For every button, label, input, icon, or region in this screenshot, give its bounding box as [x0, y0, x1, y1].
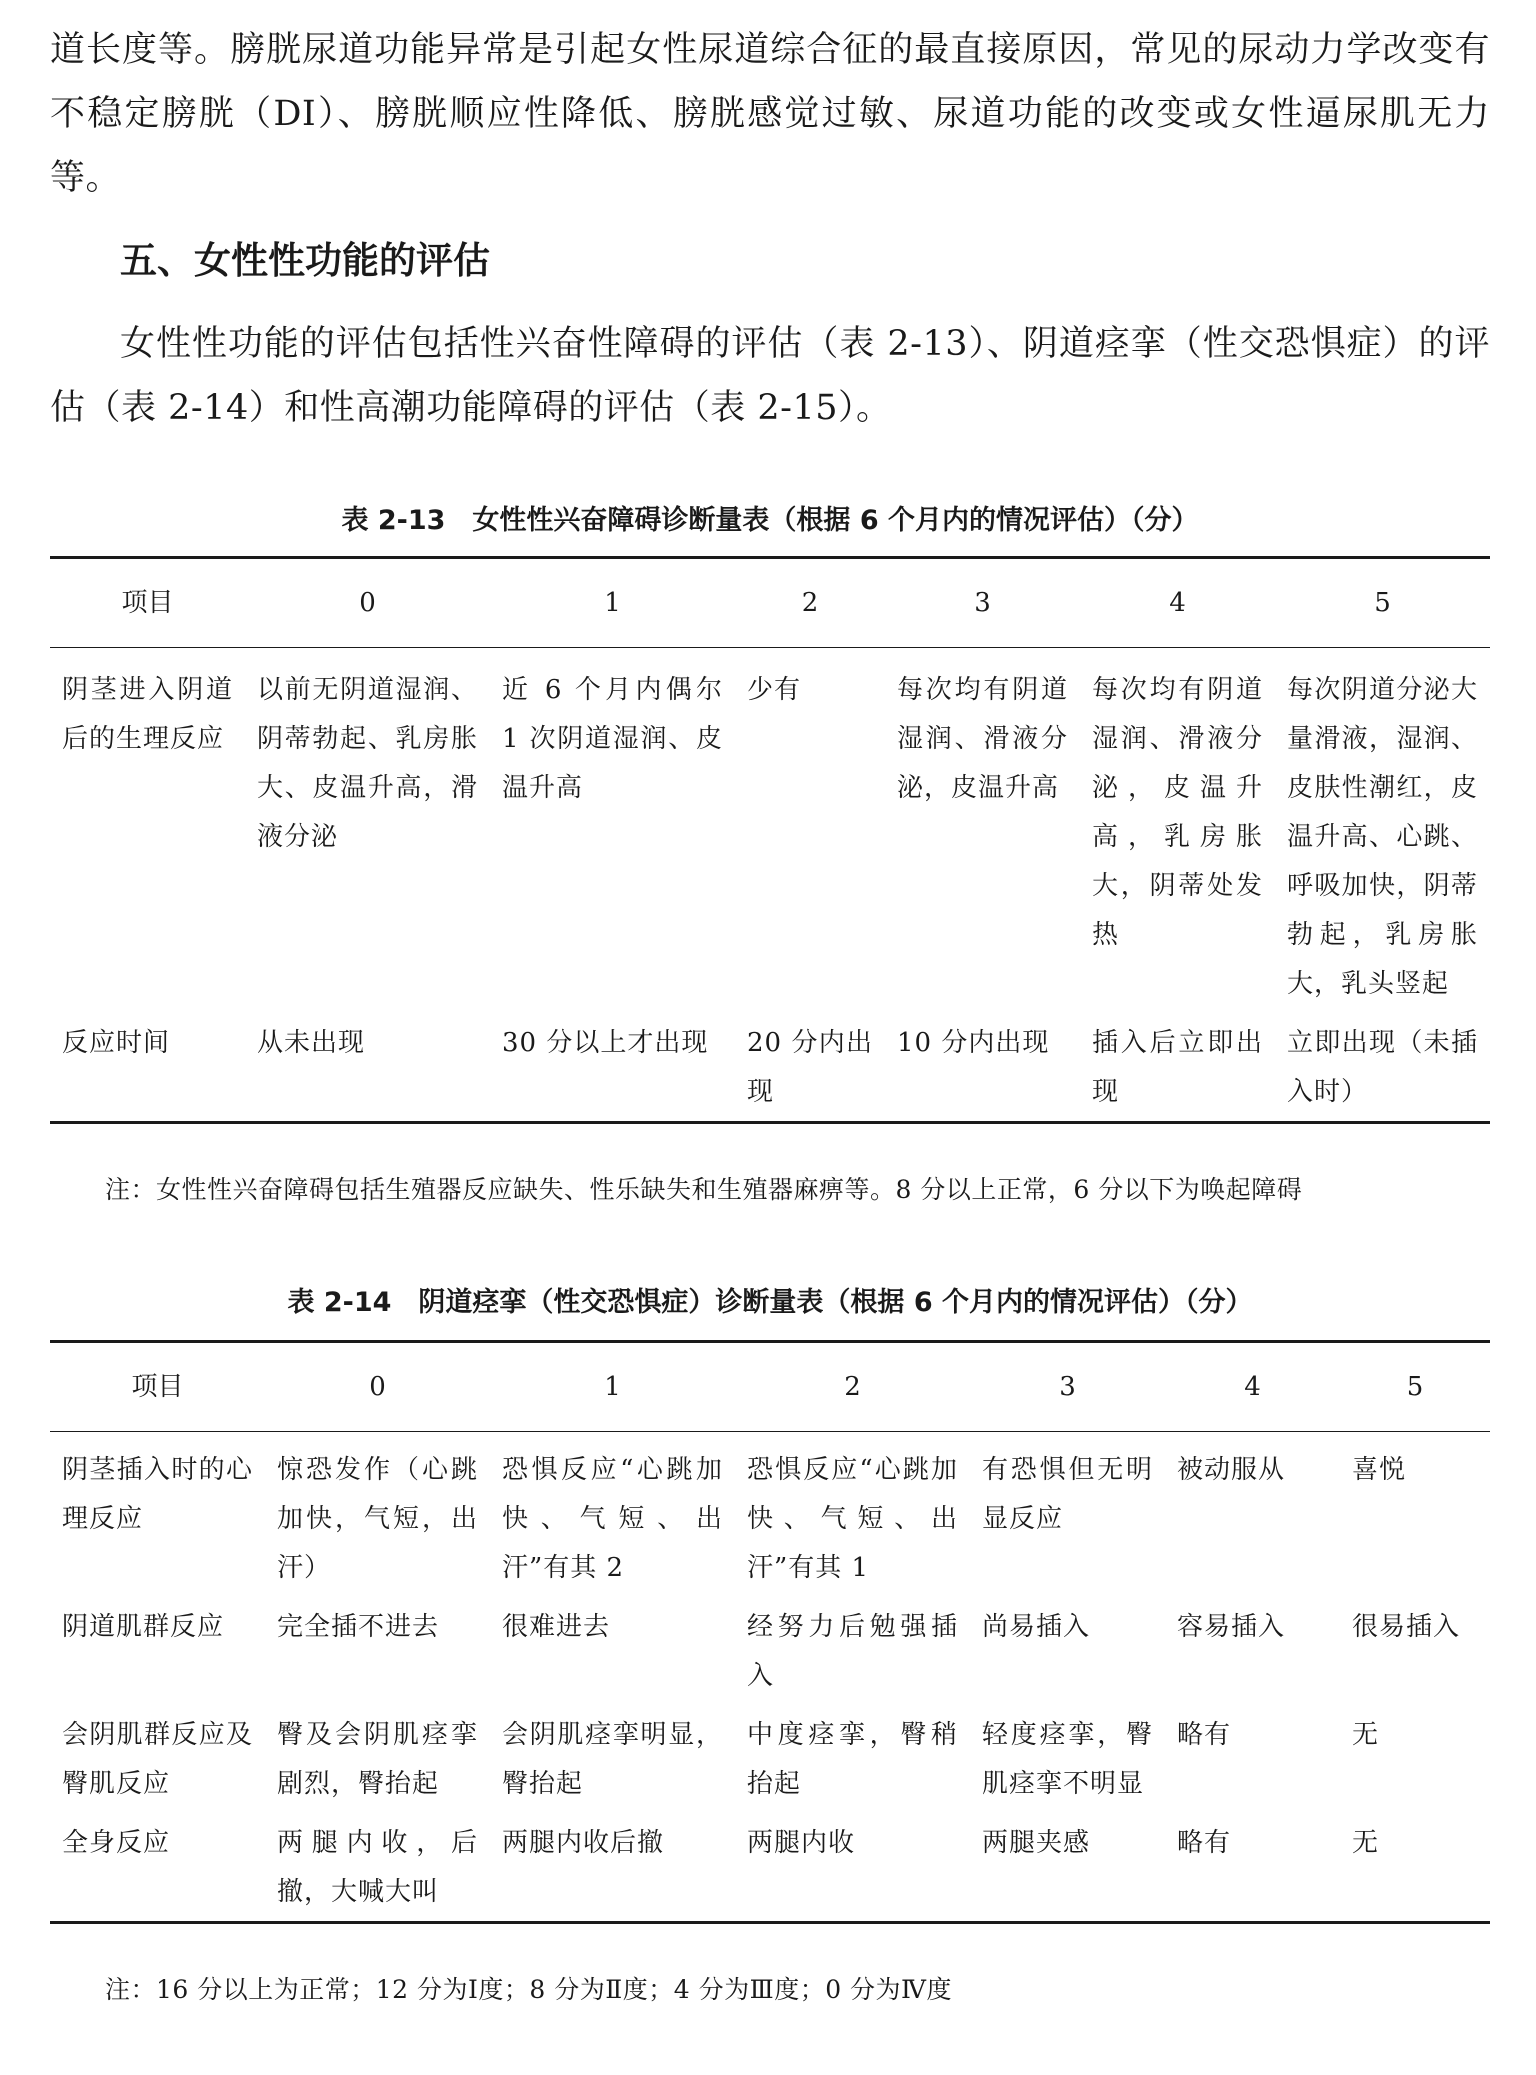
table-cell: 轻度痉挛，臀肌痉挛不明显	[982, 1720, 1153, 1799]
table-2-13	[50, 556, 1490, 1124]
table-cell: 两腿夹感	[970, 1813, 1165, 1923]
table-row	[50, 1013, 1490, 1123]
table-cell: 两腿内收后撤	[490, 1813, 735, 1923]
table-cell: 近 6 个月内偶尔 1 次阴道湿润、皮温升高	[502, 675, 723, 803]
table-2-13-note: 注：女性性兴奋障碍包括生殖器反应缺失、性乐缺失和生殖器麻痹等。8 分以上正常，6 分以下为唤起障碍	[105, 1175, 1303, 1204]
table-header-row	[50, 558, 1490, 648]
table-cell: 从未出现	[245, 1013, 490, 1123]
table-2-14	[50, 1340, 1490, 1924]
section-paragraph: 女性性功能的评估包括性兴奋性障碍的评估（表 2-13）、阴道痉挛（性交恐惧症）的评估（表 2-14）和性高潮功能障碍的评估（表 2-15）。	[50, 324, 1490, 428]
table-cell: 惊恐发作（心跳加快，气短，出汗）	[277, 1455, 478, 1583]
table-cell: 恐惧反应“心跳加快、气短、出汗”有其 1	[747, 1455, 958, 1583]
table-cell: 少有	[747, 675, 802, 705]
table-cell: 插入后立即出现	[1080, 1013, 1275, 1123]
table-cell: 完全插不进去	[277, 1612, 440, 1642]
table-header-row	[50, 1342, 1490, 1432]
section-heading: 五、女性性功能的评估	[120, 239, 490, 282]
table-cell: 10 分内出现	[885, 1013, 1080, 1123]
table-cell: 很难进去	[502, 1612, 611, 1642]
header-score-2: 2	[735, 558, 885, 648]
table-cell: 两腿内收	[735, 1813, 970, 1923]
table-cell: 略有	[1165, 1813, 1340, 1923]
table-cell: 每次均有阴道湿润、滑液分泌，皮温升高，乳房胀大，阴蒂处发热	[1092, 675, 1263, 950]
table-cell: 每次阴道分泌大量滑液，湿润、皮肤性潮红，皮温升高、心跳、呼吸加快，阴蒂勃起，乳房胀大，乳头竖起	[1287, 675, 1478, 999]
header-score-0: 0	[245, 558, 490, 648]
header-score-5: 5	[1275, 558, 1490, 648]
table-cell: 以前无阴道湿润、阴蒂勃起、乳房胀大、皮温升高，滑液分泌	[257, 675, 478, 852]
table-row	[50, 1597, 1490, 1705]
table-cell: 喜悦	[1352, 1455, 1407, 1485]
table-row	[50, 1705, 1490, 1813]
table-cell: 无	[1352, 1720, 1380, 1750]
header-score-1: 1	[490, 1342, 735, 1432]
table-2-13-caption: 表 2-13 女性性兴奋障碍诊断量表（根据 6 个月内的情况评估）（分）	[341, 505, 1199, 536]
table-2-14-caption: 表 2-14 阴道痉挛（性交恐惧症）诊断量表（根据 6 个月内的情况评估）（分）	[287, 1287, 1253, 1318]
header-item: 项目	[50, 1342, 265, 1432]
header-score-4: 4	[1080, 558, 1275, 648]
row-label: 阴茎进入阴道后的生理反应	[62, 675, 233, 754]
table-cell: 立即出现（未插入时）	[1275, 1013, 1490, 1123]
row-label: 反应时间	[50, 1013, 245, 1123]
table-cell: 两腿内收，后撤，大喊大叫	[265, 1813, 490, 1923]
table-cell: 略有	[1177, 1720, 1232, 1750]
table-cell: 30 分以上才出现	[490, 1013, 735, 1123]
intro-paragraph: 道长度等。膀胱尿道功能异常是引起女性尿道综合征的最直接原因，常见的尿动力学改变有不稳定膀胱（DI）、膀胱顺应性降低、膀胱感觉过敏、尿道功能的改变或女性逼尿肌无力等。	[50, 30, 1490, 198]
table-cell: 经努力后勉强插入	[747, 1612, 958, 1691]
table-cell: 20 分内出现	[735, 1013, 885, 1123]
table-cell: 臀及会阴肌痉挛剧烈，臀抬起	[277, 1720, 478, 1799]
table-cell: 每次均有阴道湿润、滑液分泌，皮温升高	[897, 675, 1068, 803]
header-item: 项目	[50, 558, 245, 648]
row-label: 全身反应	[50, 1813, 265, 1923]
table-cell: 很易插入	[1352, 1612, 1461, 1642]
table-row	[50, 648, 1490, 1014]
table-cell: 容易插入	[1177, 1612, 1286, 1642]
header-score-0: 0	[265, 1342, 490, 1432]
table-cell: 有恐惧但无明显反应	[982, 1455, 1153, 1534]
header-score-4: 4	[1165, 1342, 1340, 1432]
table-row	[50, 1432, 1490, 1598]
header-score-2: 2	[735, 1342, 970, 1432]
row-label: 阴茎插入时的心理反应	[62, 1455, 253, 1534]
header-score-1: 1	[490, 558, 735, 648]
table-cell: 会阴肌痉挛明显，臀抬起	[502, 1720, 723, 1799]
header-score-3: 3	[885, 558, 1080, 648]
row-label: 会阴肌群反应及臀肌反应	[62, 1720, 253, 1799]
table-cell: 恐惧反应“心跳加快、气短、出汗”有其 2	[502, 1455, 723, 1583]
table-cell: 尚易插入	[982, 1612, 1091, 1642]
header-score-3: 3	[970, 1342, 1165, 1432]
document-page	[50, 0, 1490, 2004]
table-cell: 被动服从	[1177, 1455, 1286, 1485]
table-2-14-note: 注：16 分以上为正常；12 分为Ⅰ度；8 分为Ⅱ度；4 分为Ⅲ度；0 分为Ⅳ度	[105, 1975, 953, 2004]
table-cell: 中度痉挛，臀稍抬起	[747, 1720, 958, 1799]
row-label: 阴道肌群反应	[62, 1612, 225, 1642]
table-row	[50, 1813, 1490, 1923]
table-cell: 无	[1340, 1813, 1490, 1923]
header-score-5: 5	[1340, 1342, 1490, 1432]
